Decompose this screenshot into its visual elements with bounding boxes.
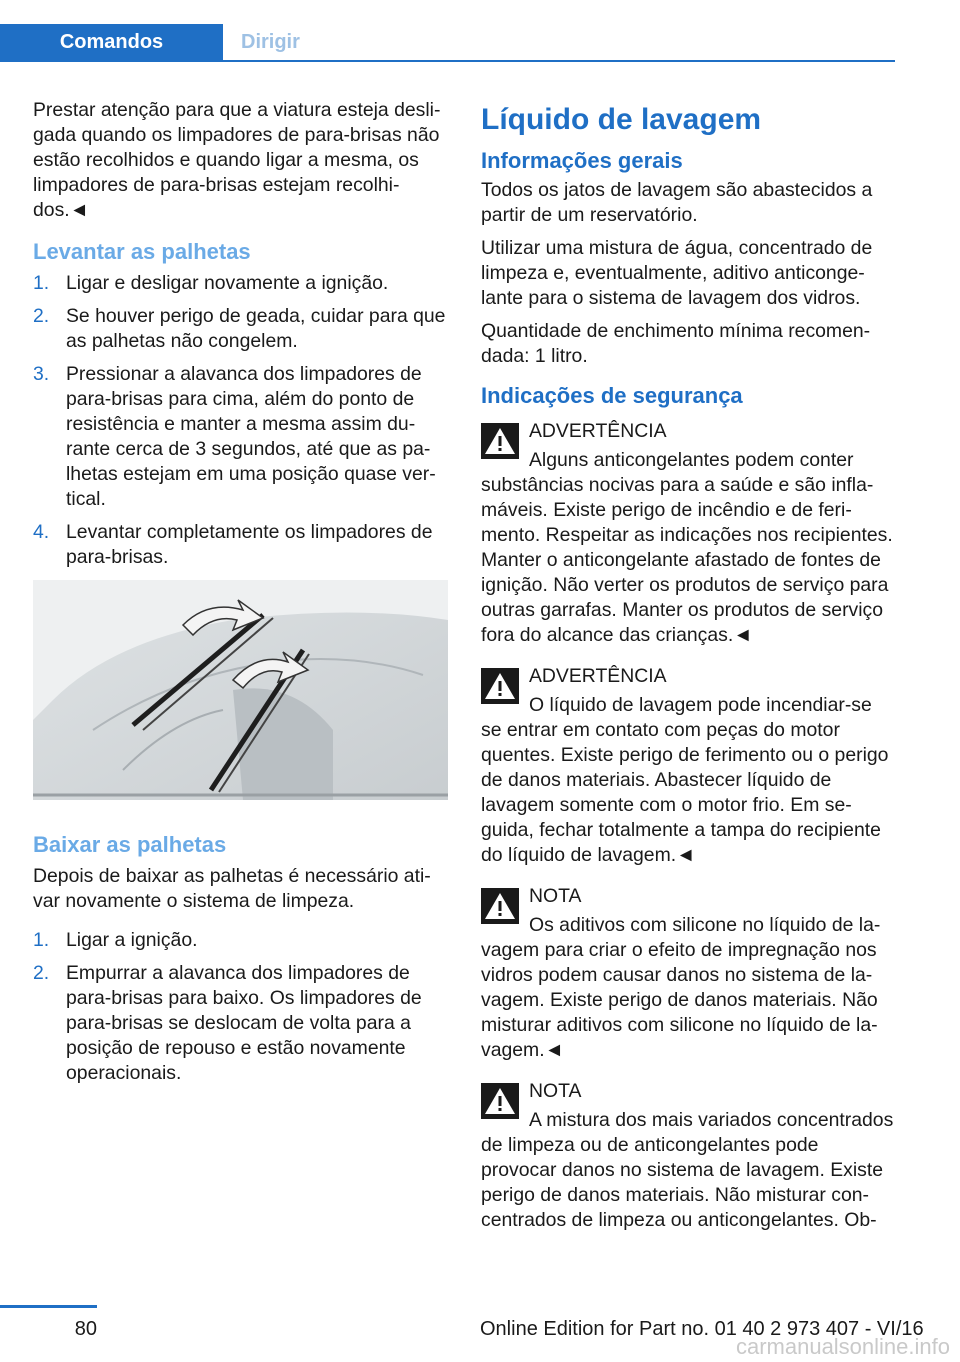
note-body: Os aditivos com silicone no líquido de lavagem para criar o efeito de impregnação nos vidros podem causar danos no sistema de lavagem. Existe perigo de danos materiais. Não misturar aditivos com silicone no líquido de lavagem.◄ — [481, 914, 881, 1061]
warning-block — [481, 664, 895, 868]
header-divider — [0, 60, 895, 62]
warning-triangle-icon — [481, 423, 519, 459]
list-item: 1. Ligar a ignição. — [33, 929, 198, 951]
warning-title: ADVERTÊNCIA — [529, 420, 667, 442]
warning-triangle-icon — [481, 668, 519, 704]
list-item: 2. Se houver perigo de geada, cuidar para que as palhetas não congelem. — [33, 305, 446, 352]
windshield-wiper-image — [33, 580, 448, 800]
safety-heading: Indicações de segurança — [481, 383, 743, 408]
raise-steps-list — [33, 271, 448, 570]
note-title: NOTA — [529, 885, 582, 907]
intro-paragraph: Prestar atenção para que a viatura esteja desligada quando os limpadores de para-brisas não estão recolhidos e quando ligar a mesma, os limpadores de para-brisas estejam recolhidos.◄ — [33, 99, 441, 221]
edition-text: Online Edition for Part no. 01 40 2 973 407 - VI/16 — [480, 1318, 924, 1340]
lower-intro: Depois de baixar as palhetas é necessário ativar novamente o sistema de limpeza. — [33, 865, 431, 912]
right-column — [481, 98, 895, 1249]
note-block — [481, 884, 895, 1063]
lower-heading: Baixar as palhetas — [33, 832, 227, 857]
general-paragraph: Todos os jatos de lavagem são abastecidos a partir de um reservatório. — [481, 179, 873, 226]
chapter-header — [0, 24, 895, 62]
list-item: 1. Ligar e desligar novamente a ignição. — [33, 272, 389, 294]
tab-dirigir[interactable]: Dirigir — [241, 30, 300, 53]
note-body: A mistura dos mais variados concentrados de limpeza ou de anticongelantes pode provocar danos no sistema de lavagem. Existe perigo de danos materiais. Não misturar concentrados de limpeza ou anticongelantes. Ob- — [481, 1109, 894, 1231]
warning-triangle-icon — [481, 1083, 519, 1119]
warning-body: O líquido de lavagem pode incendiar-se se entrar em contato com peças do motor quentes. Existe perigo de ferimento ou o perigo de danos materiais. Abastecer líquido de lavagem somente com o motor frio. Em seguida, fechar totalmente a tampa do recipiente do líquido de lavagem.◄ — [481, 694, 889, 866]
watermark: carmanualsonline.info — [735, 1334, 950, 1359]
warning-title: ADVERTÊNCIA — [529, 665, 667, 687]
lower-steps-list — [33, 928, 448, 1086]
list-item: 3. Pressionar a alavanca dos limpadores de para-brisas para cima, além do ponto de resistência e manter a mesma assim durante cerca de 3 segundos, até que as palhetas estejam em uma posição quase vertical. — [33, 363, 436, 510]
wiper-illustration — [33, 580, 448, 800]
note-block — [481, 1079, 895, 1233]
section-title: Líquido de lavagem — [481, 103, 762, 136]
page-number: 80 — [74, 1318, 97, 1340]
general-paragraph: Utilizar uma mistura de água, concentrado de limpeza e, eventualmente, aditivo anticongelante para o sistema de lavagem dos vidros. — [481, 237, 873, 309]
left-column — [33, 98, 448, 1094]
list-item: 2. Empurrar a alavanca dos limpadores de para-brisas para baixo. Os limpadores de para-brisas se deslocam de volta para a posição de repouso e estão novamente operacionais. — [33, 962, 422, 1084]
general-paragraph: Quantidade de enchimento mínima recomendada: 1 litro. — [481, 320, 871, 367]
raise-heading: Levantar as palhetas — [33, 239, 251, 264]
list-item: 4. Levantar completamente os limpadores de para-brisas. — [33, 521, 433, 568]
warning-body: Alguns anticongelantes podem conter substâncias nocivas para a saúde e são inflamáveis. Existe perigo de incêndio e de ferimento. Respeitar as indicações nos recipientes. Manter o anticongelante afastado de fontes de ignição. Não verter os produtos de serviço para outras garrafas. Manter os produtos de serviço fora do alcance das crianças.◄ — [481, 449, 893, 646]
note-title: NOTA — [529, 1080, 582, 1102]
warning-block — [481, 419, 895, 648]
warning-triangle-icon — [481, 888, 519, 924]
footer-divider — [0, 1305, 97, 1308]
tab-comandos[interactable]: Comandos — [0, 24, 223, 60]
general-heading: Informações gerais — [481, 148, 683, 173]
